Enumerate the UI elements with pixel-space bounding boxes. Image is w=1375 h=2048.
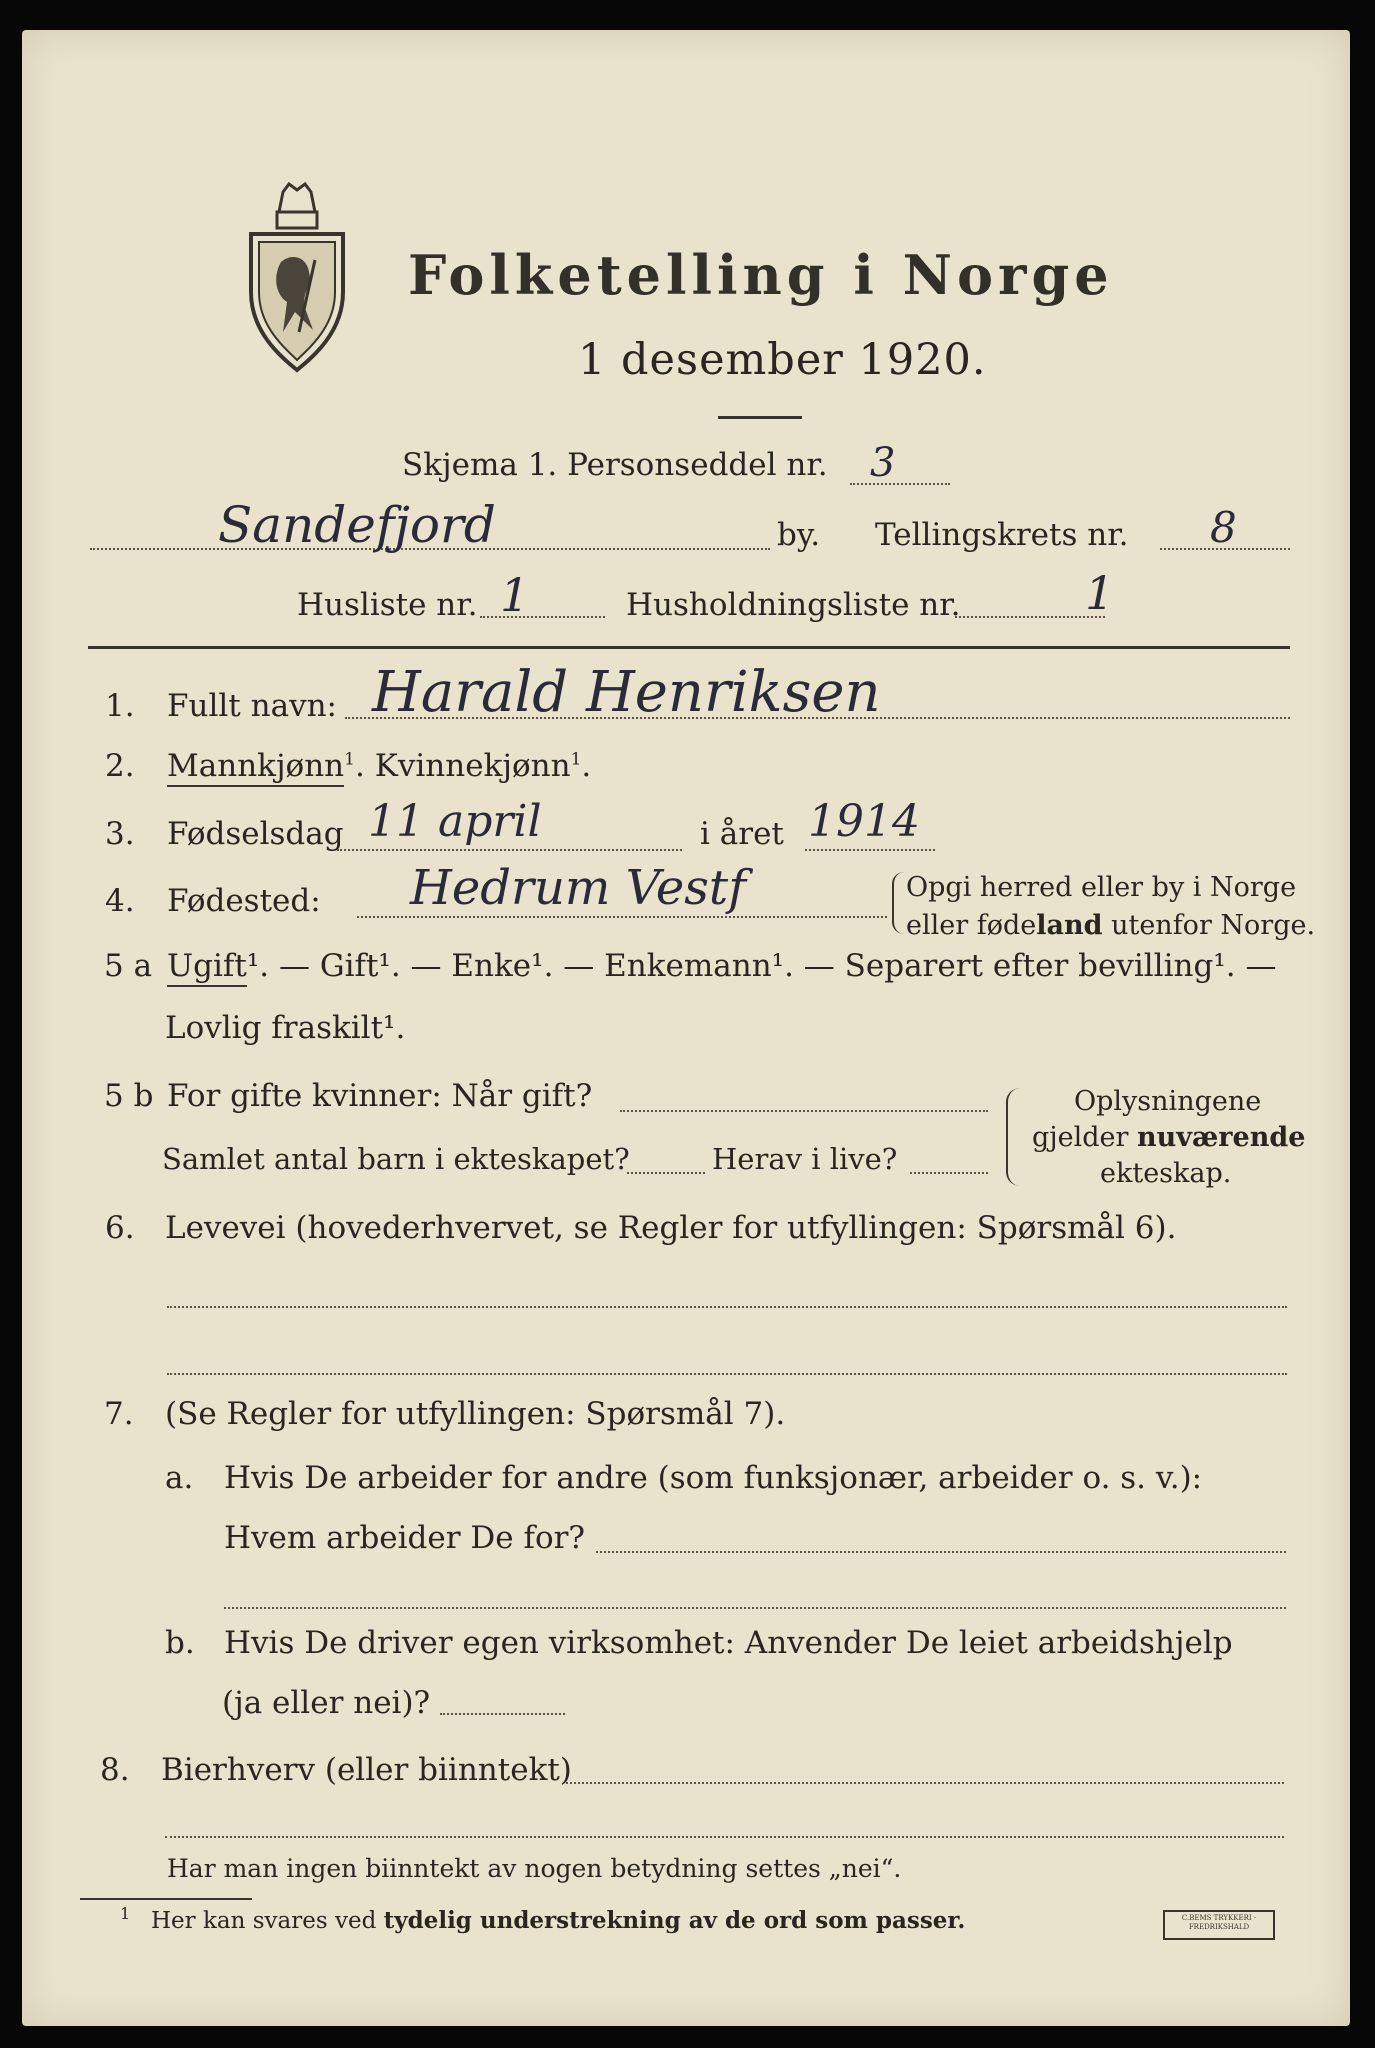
q5a-number: 5 a [104, 948, 153, 984]
q5b-note-3: ekteskap. [1100, 1158, 1232, 1189]
occupation-field-2[interactable] [167, 1373, 1287, 1375]
birthplace-note-1: Opgi herred eller by i Norge [906, 872, 1297, 903]
q6-label: Levevei (hovederhvervet, se Regler for utfyllingen: Spørsmål 6). [165, 1210, 1177, 1246]
side-income-note: Har man ingen biinntekt av nogen betydning settes „nei“. [167, 1854, 902, 1883]
birthplace-field[interactable] [357, 916, 887, 918]
married-date-field[interactable] [620, 1110, 988, 1112]
birth-year-field[interactable] [805, 849, 935, 851]
side-income-field-2[interactable] [165, 1836, 1284, 1838]
q5b-alive-label: Herav i live? [712, 1142, 898, 1176]
occupation-field-1[interactable] [167, 1306, 1287, 1308]
coat-of-arms-icon [243, 182, 351, 374]
hired-help-field[interactable] [440, 1713, 565, 1715]
printer-stamp-text: C.BEMS TRYKKERI · FREDRIKSHALD [1181, 1914, 1257, 1931]
q7a-line2: Hvem arbeider De for? [224, 1520, 586, 1556]
q2-number: 2. [105, 748, 135, 784]
q1-number: 1. [105, 688, 135, 724]
header-divider [88, 646, 1290, 649]
q2-end: . [581, 748, 592, 784]
q7-number: 7. [104, 1396, 134, 1432]
footnote-text: Her kan svares ved tydelig understrekning av de ord som passer. [151, 1907, 966, 1934]
personseddel-nr-field[interactable] [850, 483, 950, 485]
q5a-other-options[interactable]: ¹. — Gift¹. — Enke¹. — Enkemann¹. — Separert efter bevilling¹. — [246, 948, 1277, 984]
tellingskrets-value: 8 [1210, 503, 1237, 552]
ugift-option[interactable]: Ugift [167, 948, 247, 987]
employer-field-1[interactable] [596, 1551, 1286, 1553]
husliste-value: 1 [500, 568, 530, 622]
title-divider [718, 416, 802, 419]
q6-number: 6. [105, 1210, 135, 1246]
q5a-options [167, 948, 1276, 984]
q2-options [167, 748, 591, 784]
q7a-line1: Hvis De arbeider for andre (som funksjonær, arbeider o. s. v.): [224, 1460, 1203, 1496]
q7b-line1: Hvis De driver egen virksomhet: Anvender De leiet arbeidshjelp [224, 1625, 1233, 1661]
printer-stamp [1163, 1910, 1275, 1940]
schema-label: Skjema 1. Personseddel nr. [402, 447, 828, 483]
q8-label: Bierhverv (eller biinntekt) [161, 1752, 572, 1788]
personseddel-nr-value: 3 [870, 440, 896, 486]
q5a-line2[interactable]: Lovlig fraskilt¹. [165, 1010, 406, 1046]
footnote-mark: 1 [120, 1904, 131, 1923]
q3-label: Fødselsdag [167, 816, 344, 852]
q5b-note-2: gjelder nuværende [1032, 1122, 1306, 1153]
year-label: i året [700, 816, 784, 852]
q8-number: 8. [100, 1752, 130, 1788]
birthday-field[interactable] [337, 849, 682, 851]
census-date: 1 desember 1920. [578, 335, 987, 385]
husholdningsliste-value: 1 [1085, 566, 1115, 620]
q3-number: 3. [105, 816, 135, 852]
husliste-field[interactable] [480, 616, 605, 618]
side-income-field-1[interactable] [566, 1782, 1284, 1784]
q4-label: Fødested: [167, 883, 321, 919]
q1-label: Fullt navn: [167, 688, 337, 724]
children-alive-field[interactable] [910, 1172, 988, 1174]
birthplace-value: Hedrum Vestf [410, 860, 746, 916]
q5b-note-1: Oplysningene [1074, 1086, 1262, 1117]
q7b-letter: b. [165, 1625, 195, 1661]
husliste-label: Husliste nr. [297, 587, 478, 623]
female-option[interactable]: Kvinnekjønn [374, 748, 571, 784]
husholdningsliste-field[interactable] [955, 616, 1105, 618]
tellingskrets-label: Tellingskrets nr. [875, 517, 1129, 553]
q7b-line2: (ja eller nei)? [222, 1685, 431, 1721]
employer-field-2[interactable] [224, 1607, 1286, 1609]
q4-number: 4. [105, 883, 135, 919]
birthplace-note-2: eller fødeland utenfor Norge. [906, 910, 1316, 941]
q7-label: (Se Regler for utfyllingen: Spørsmål 7). [165, 1396, 786, 1432]
birthday-value: 11 april [368, 796, 542, 847]
husholdningsliste-label: Husholdningsliste nr. [626, 587, 961, 623]
footnote-ref: 1 [570, 749, 582, 770]
q5b-brace [1006, 1088, 1020, 1186]
footnote-divider [80, 1898, 252, 1900]
by-value: Sandefjord [218, 496, 496, 554]
q5b-children-label: Samlet antal barn i ekteskapet? [162, 1142, 630, 1176]
q5b-married-label: For gifte kvinner: Når gift? [167, 1078, 593, 1114]
q7a-letter: a. [165, 1460, 194, 1496]
by-label: by. [777, 517, 821, 553]
q2-separator: . [354, 748, 365, 784]
male-option[interactable]: Mannkjønn [167, 748, 344, 787]
birthplace-brace [892, 872, 904, 934]
children-count-field[interactable] [627, 1172, 705, 1174]
form-title: Folketelling i Norge [408, 243, 1114, 307]
birth-year-value: 1914 [808, 796, 920, 847]
q5b-number: 5 b [104, 1078, 154, 1114]
full-name-value: Harald Henriksen [372, 660, 881, 725]
footnote-ref: 1 [344, 749, 355, 770]
